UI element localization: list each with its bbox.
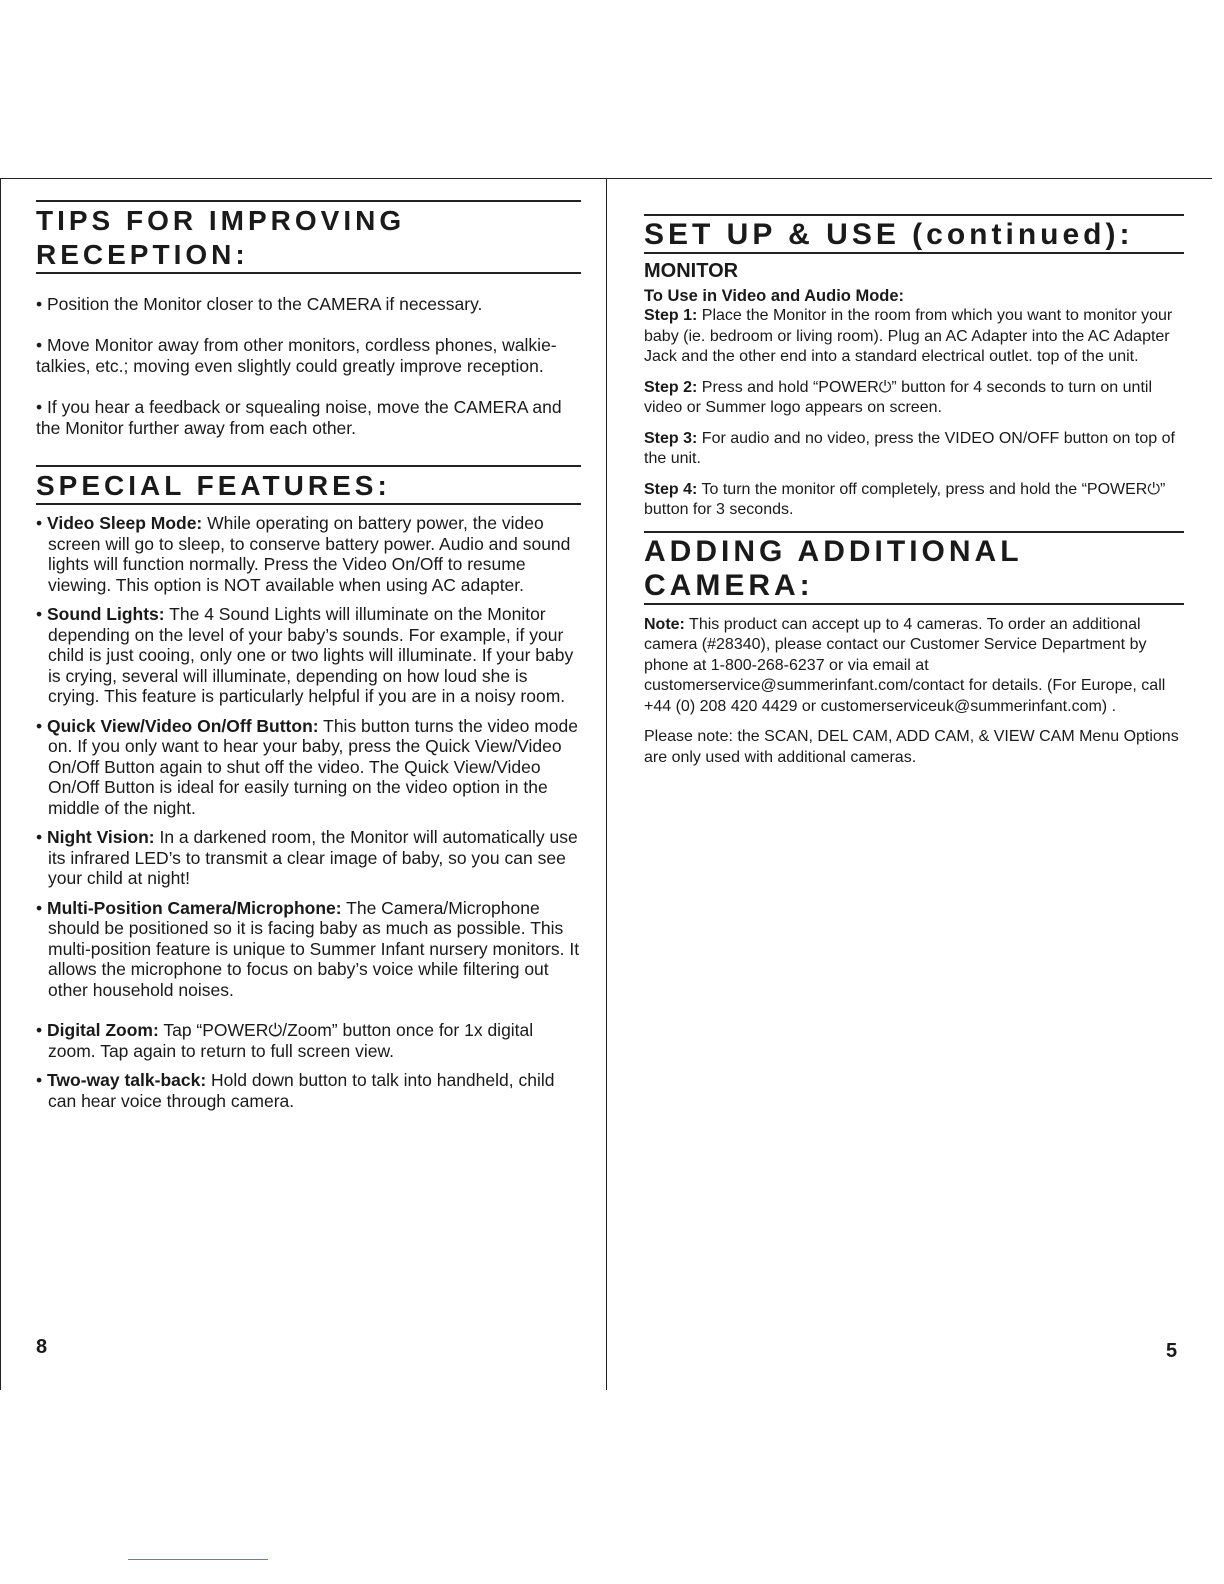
page-number-left: 8: [36, 1336, 48, 1358]
right-page: [644, 200, 1184, 778]
step-1: Step 1: Place the Monitor in the room from which you want to monitor your baby (ie. bedroom or living room). Plug an AC Adapter into the AC Adapter Jack and the other end into a standard electrical outlet. top of the unit.: [644, 307, 1173, 365]
mode-title: To Use in Video and Audio Mode:: [644, 287, 905, 305]
link-underline: [128, 1559, 268, 1560]
feature-night-vision: • Night Vision: In a darkened room, the Monitor will automatically use its infrared LED’s to transmit a clear image of baby, so you can see your child at night!: [36, 827, 578, 888]
monitor-title: MONITOR: [644, 260, 739, 282]
feature-two-way-talk: • Two-way talk-back: Hold down button to talk into handheld, child can hear voice through camera.: [36, 1070, 555, 1111]
feature-multi-position: • Multi-Position Camera/Microphone: The Camera/Microphone should be positioned so it is facing baby as much as possible. This multi-position feature is unique to Summer Infant nursery monitors. It allows the microphone to focus on baby’s voice while filtering out other household noises.: [36, 897, 580, 1000]
tips-list: [36, 294, 581, 439]
center-divider: [606, 178, 607, 1390]
feature-video-sleep-mode: • Video Sleep Mode: While operating on battery power, the video screen will go to sleep, to conserve battery power. Audio and sound lights will function normally. Press the Video On/Off to resume viewing. This option is NOT available when using AC adapter.: [36, 513, 571, 595]
feature-digital-zoom: • Digital Zoom: Tap “POWER⏻/Zoom” button once for 1x digital zoom. Tap again to return to full screen view.: [36, 1020, 534, 1061]
note-paragraph: Note: This product can accept up to 4 cameras. To order an additional camera (#28340), please contact our Customer Service Department by phone at 1-800-268-6237 or via email at customerservice@summerinfant.com/contact for details. (For Europe, call +44 (0) 208 420 4429 or customerserviceuk@summerinfant.com) .: [644, 615, 1166, 715]
tip-item: • If you hear a feedback or squealing noise, move the CAMERA and the Monitor further away from each other.: [36, 397, 562, 438]
tips-heading: TIPS FOR IMPROVING RECEPTION:: [36, 200, 581, 274]
step-4: Step 4: To turn the monitor off completely, press and hold the “POWER⏻” button for 3 seconds.: [644, 480, 1166, 518]
please-note-paragraph: Please note: the SCAN, DEL CAM, ADD CAM, & VIEW CAM Menu Options are only used with additional cameras.: [644, 728, 1179, 766]
tip-item: • Move Monitor away from other monitors, cordless phones, walkie-talkies, etc.; moving even slightly could greatly improve reception.: [36, 335, 557, 376]
features-list: [36, 513, 581, 1111]
setup-heading: SET UP & USE (continued):: [644, 214, 1184, 254]
step-3: Step 3: For audio and no video, press the VIDEO ON/OFF button on top of the unit.: [644, 429, 1175, 467]
left-border: [0, 178, 1, 1390]
features-heading: SPECIAL FEATURES:: [36, 465, 581, 505]
feature-sound-lights: • Sound Lights: The 4 Sound Lights will illuminate on the Monitor depending on the level of your baby’s sounds. For example, if your child is just cooing, only one or two lights will illuminate. If your baby is crying, several will illuminate, depending on how loud she is crying. This feature is particularly helpful if you are in a noisy room.: [36, 604, 574, 706]
page-number-right: 5: [1166, 1340, 1178, 1362]
adding-camera-heading: ADDING ADDITIONAL CAMERA:: [644, 531, 1184, 605]
feature-quick-view: • Quick View/Video On/Off Button: This button turns the video mode on. If you only want to hear your baby, press the Quick View/Video On/Off Button again to shut off the video. The Quick View/Video On/Off Button is ideal for easily turning on the video option in the middle of the night.: [36, 715, 579, 818]
tip-item: • Position the Monitor closer to the CAMERA if necessary.: [36, 294, 483, 314]
step-2: Step 2: Press and hold “POWER⏻” button for 4 seconds to turn on until video or Summer logo appears on screen.: [644, 378, 1152, 416]
left-page: [36, 200, 581, 1120]
